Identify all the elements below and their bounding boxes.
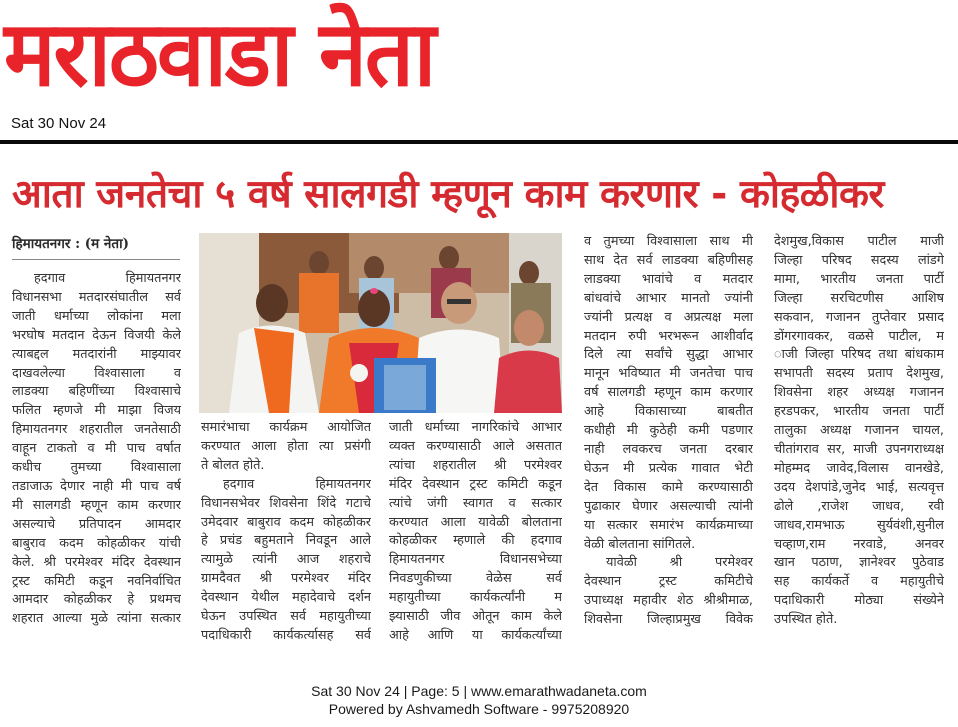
text-line: चव्हाण,राम नरवाडे, अनवर: [774, 536, 944, 552]
dateline-divider: [12, 259, 180, 260]
article-headline: आता जनतेचा ५ वर्ष सालगडी म्हणून काम करणार - कोहळीकर: [12, 172, 884, 217]
text-line: ग्रामदैवत श्री परमेश्वर मंदिर: [201, 571, 371, 587]
text-line: उपस्थित होते.: [774, 612, 838, 628]
text-line: देवस्थान येथील महादेवाचे दर्शन: [201, 590, 371, 606]
text-line: असल्याचे प्रतिपादन आमदार: [12, 516, 181, 532]
text-line: ज्यांनी प्रत्यक्ष व अप्रत्यक्ष मला: [584, 309, 753, 325]
text-line: करण्यात आला होता त्या प्रसंगी: [201, 438, 371, 454]
article-column-2: [201, 419, 371, 646]
text-line: या सत्कार समारंभ कार्यक्रमाच्या: [584, 517, 753, 533]
text-line: ते बोलत होते.: [201, 457, 265, 473]
text-line: शिवसेना जिल्हाप्रमुख विवेक: [584, 612, 753, 628]
text-line: पदाधिकारी मोठ्या संख्येने: [774, 593, 944, 609]
text-line: ढोले ,राजेश जाधव, रवी: [774, 498, 944, 514]
text-line: त्याबद्दल मतदारांनी माझ्यावर: [12, 346, 181, 362]
text-line: यावेळी श्री परमेश्वर: [606, 555, 753, 571]
text-line: ट्रस्ट कमिटी कडून नवनिर्वाचित: [12, 573, 181, 589]
text-line: त्यांचे जंगी स्वागत व सत्कार: [389, 495, 562, 511]
article-photo: [199, 233, 562, 413]
text-line: हदगाव हिमायतनगर: [34, 271, 181, 286]
text-line: ाजी जिल्हा परिषद तथा बांधकाम: [774, 347, 944, 363]
text-line: देवस्थान ट्रस्ट कमिटीचे: [584, 574, 753, 590]
article-dateline: हिमायतनगर : (म नेता): [12, 236, 129, 252]
text-line: लाडक्या बहिणींच्या विश्वासाचे: [12, 384, 181, 400]
text-line: साथ देत सर्व लाडक्या बहिणीसह: [584, 252, 753, 268]
text-line: केले. श्री परमेश्वर मंदिर देवस्थान: [12, 554, 181, 570]
text-line: डोंगरगावकर, वळसे पाटील, म: [774, 328, 944, 344]
article-column-1: [12, 270, 181, 629]
text-line: विधानसभेवर शिवसेना शिंदे गटाचे: [201, 495, 371, 511]
text-line: हिमायतनगर शहरातील जनतेसाठी: [12, 422, 181, 438]
text-line: मतदान रुपी भरभरून आशीर्वाद: [584, 328, 753, 344]
text-line: उदय देशपांडे,जुनेद भाई, सत्यवृत्त: [774, 479, 944, 495]
text-line: व्यक्त करण्यासाठी आले असतात: [389, 438, 562, 454]
text-line: चीतांगराव सर, माजी उपनगराध्यक्ष: [774, 441, 944, 457]
text-line: व तुमच्या विश्वासाला साथ मी: [584, 234, 753, 249]
text-line: पदाधिकारी कार्यकर्त्यासह सर्व: [201, 627, 371, 643]
text-line: सभापती सदस्य प्रताप देशमुख,: [774, 366, 944, 382]
text-line: दाखवलेल्या विश्वासाला व: [12, 365, 181, 381]
text-line: विधानसभा मतदारसंघातील सर्व: [12, 289, 181, 305]
text-line: आहे आणि या कार्यकर्त्यांच्या: [389, 627, 562, 643]
photo-illustration: [199, 233, 562, 413]
text-line: जिल्हा सरचिटणीस आशिष: [774, 290, 944, 306]
text-line: मामा, भारतीय जनता पार्टी: [774, 271, 944, 287]
text-line: कोहळीकर म्हणाले की हदगाव: [389, 533, 562, 549]
text-line: जाधव,रामभाऊ सुर्यवंशी,सुनील: [774, 517, 944, 533]
text-line: दिले त्या सर्वांचे सुद्धा आभार: [584, 347, 753, 363]
text-line: सह कार्यकर्ते व महायुतीचे: [774, 574, 944, 590]
edition-date: Sat 30 Nov 24: [11, 115, 107, 132]
text-line: हे प्रचंड बहुमताने निवडून आले: [201, 533, 371, 549]
text-line: मी सालगडी म्हणून काम करणार: [12, 497, 181, 513]
text-line: समारंभाचा कार्यक्रम आयोजित: [201, 420, 371, 435]
text-line: करण्यात आला यावेळी बोलताना: [389, 514, 562, 530]
text-line: उपाध्यक्ष महावीर शेठ श्रीश्रीमाळ,: [584, 593, 753, 609]
newspaper-logo: मराठवाडा नेता: [4, 2, 435, 108]
text-line: मानून भविष्यात मी जनतेचा पाच: [584, 366, 753, 382]
text-line: शिवसेना शहर अध्यक्ष गजानन: [774, 385, 944, 401]
text-line: आहे विकासाच्या बाबतीत: [584, 404, 753, 420]
text-line: आमदार कोहळीकर हे प्रथमच: [12, 592, 181, 608]
text-line: बाबुराव कदम कोहळीकर यांची: [12, 535, 181, 551]
text-line: शहरात आल्या मुळे त्यांना सत्कार: [12, 611, 181, 627]
text-line: जाती धर्माच्या नागरिकांचे आभार: [389, 420, 562, 435]
masthead-divider: [0, 140, 958, 144]
article-column-3: [389, 419, 562, 646]
text-line: देत विकास कामे करण्यासाठी: [584, 479, 753, 495]
text-line: जाती धर्माच्या लोकांना मला: [12, 308, 181, 324]
text-line: त्यामुळे त्यांनी आज शहराचे: [201, 552, 371, 568]
text-line: पुढाकार घेणार असल्याची त्यांनी: [584, 498, 753, 514]
text-line: मोहम्मद जावेद,विलास वानखेडे,: [774, 460, 944, 476]
text-line: जिल्हा परिषद सदस्य लांडगे: [774, 252, 944, 268]
text-line: हरडपकर, भारतीय जनता पार्टी: [774, 404, 944, 420]
text-line: मंदिर देवस्थान ट्रस्ट कमिटी कडून: [389, 476, 562, 492]
text-line: फलित म्हणजे मी माझा विजय: [12, 403, 181, 419]
text-line: तडाजाऊ देणार नाही मी पाच वर्ष: [12, 478, 181, 494]
text-line: कधीही मी कुठेही कमी पडणार: [584, 423, 753, 439]
text-line: वेळी बोलताना सांगितले.: [584, 536, 696, 552]
masthead: [0, 0, 958, 140]
text-line: हिमायतनगर विधानसभेच्या: [389, 552, 562, 568]
text-line: झ्यासाठी जीव ओतून काम केले: [389, 609, 562, 625]
text-line: हदगाव हिमायतनगर: [223, 476, 371, 492]
text-line: उमेदवार बाबुराव कदम कोहळीकर: [201, 514, 371, 530]
text-line: घेऊन उपस्थित सर्व महायुतीच्या: [201, 609, 371, 625]
text-line: खान पठाण, ज्ञानेश्वर पुठेवाड: [774, 555, 944, 571]
page-footer: [0, 682, 958, 718]
text-line: लाडक्या भावांचे व मतदार: [584, 271, 753, 287]
article-column-5: [774, 233, 944, 630]
text-line: कधीच तुमच्या विश्वासाला: [12, 460, 181, 476]
text-line: निवडणुकीच्या वेळेस सर्व: [389, 571, 562, 587]
text-line: घेऊन मी प्रत्येक गावात भेटी: [584, 460, 753, 476]
text-line: त्यांचा शहरातील श्री परमेश्वर: [389, 457, 562, 473]
text-line: सकवान, गजानन तुप्तेवार प्रसाद: [774, 309, 944, 325]
article-column-4: [584, 233, 753, 630]
text-line: बांधवांचे आभार मानतो ज्यांनी: [584, 290, 753, 306]
footer-page-info: Sat 30 Nov 24 | Page: 5 | www.emarathwadaneta.com: [311, 683, 647, 699]
text-line: वाहून टाकतो व मी पाच वर्षात: [12, 441, 181, 457]
text-line: महायुतीच्या कार्यकर्त्यांनी म: [389, 590, 562, 606]
text-line: वर्ष सालगडी म्हणून काम करणार: [584, 385, 753, 401]
footer-credits: Powered by Ashvamedh Software - 9975208920: [328, 701, 630, 717]
text-line: नाही लवकरच जनता दरबार: [584, 441, 753, 457]
text-line: तालुका अध्यक्ष गजानन चायल,: [774, 423, 944, 439]
text-line: भरघोष मतदान देऊन विजयी केले: [12, 327, 181, 343]
text-line: देशमुख,विकास पाटील माजी: [774, 234, 944, 249]
